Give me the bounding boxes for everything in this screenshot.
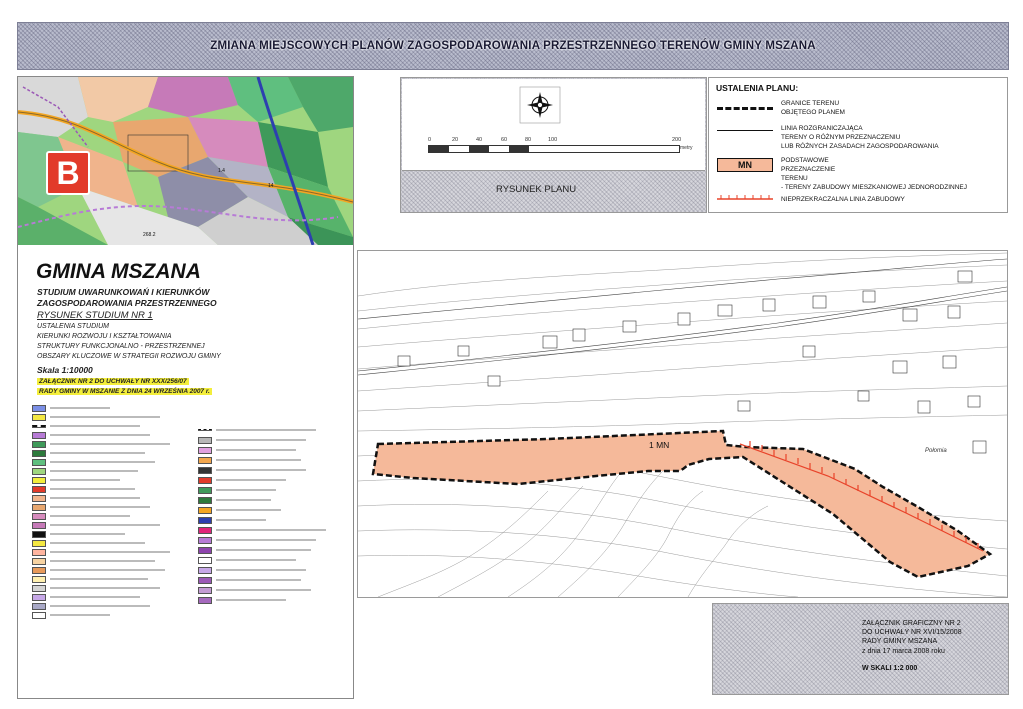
annex-box xyxy=(712,603,1009,695)
scale-tick: 0 xyxy=(428,137,432,143)
mn-swatch xyxy=(717,158,773,172)
drawing-label: RYSUNEK PLANU xyxy=(496,184,577,195)
scale-unit: metry xyxy=(680,145,693,151)
area-label: 1 MN xyxy=(649,440,670,450)
mn-code: MN xyxy=(738,160,752,170)
boundary-line-symbol xyxy=(717,107,773,110)
plan-title: ZMIANA MIEJSCOWYCH PLANÓW ZAGOSPODAROWANIA PRZESTRZENNEGO TERENÓW GMINY MSZANA xyxy=(210,40,816,52)
study-attachment: RADY GMINY W MSZANIE Z DNIA 24 WRZEŚNIA 2007 r. xyxy=(39,388,210,395)
legend-title: USTALENIA PLANU: xyxy=(716,83,799,93)
plan-map-drawing xyxy=(358,251,1007,597)
dividing-line-symbol xyxy=(717,130,773,131)
scale-tick: 80 xyxy=(525,137,532,143)
study-title: GMINA MSZANA xyxy=(36,260,201,283)
building-line-symbol xyxy=(717,194,773,202)
plan-info-box xyxy=(400,77,707,213)
annex-text: z dnia 17 marca 2008 roku xyxy=(862,648,945,655)
section-letter-badge xyxy=(46,151,90,195)
study-legend-left xyxy=(32,405,192,621)
study-map-label: 268.2 xyxy=(143,232,156,238)
legend-mn-text: - TERENY ZABUDOWY MIESZKANIOWEJ JEDNORODZINNEJ xyxy=(781,184,967,191)
study-map-label: 14 xyxy=(268,183,274,189)
study-attachment: ZAŁĄCZNIK NR 2 DO UCHWAŁY NR XXX/256/07 xyxy=(39,378,187,385)
legend-mn-text: TERENU xyxy=(781,175,808,182)
legend-dividing-text: LINIA ROZGRANICZAJĄCA xyxy=(781,125,863,132)
section-letter: B xyxy=(56,154,80,191)
mn-development-area xyxy=(373,431,990,577)
study-description: USTALENIA STUDIUM xyxy=(37,323,109,330)
study-drawing-name: RYSUNEK STUDIUM NR 1 xyxy=(37,310,153,321)
annex-text: ZAŁĄCZNIK GRAFICZNY NR 2 xyxy=(862,620,961,627)
legend-boundary-text: GRANICE TERENU xyxy=(781,100,840,107)
annex-text: DO UCHWAŁY NR XVI/15/2008 xyxy=(862,629,962,636)
scale-tick: 100 xyxy=(548,137,558,143)
north-arrow-icon xyxy=(519,86,561,124)
legend-building-line-text: NIEPRZEKRACZALNA LINIA ZABUDOWY xyxy=(781,196,905,203)
annex-scale: W SKALI 1:2 000 xyxy=(862,665,918,672)
study-subtitle: ZAGOSPODAROWANIA PRZESTRZENNEGO xyxy=(37,298,217,308)
study-scale: Skala 1:10000 xyxy=(37,365,93,375)
study-panel xyxy=(17,76,354,699)
legend-boundary-text: OBJĘTEGO PLANEM xyxy=(781,109,845,116)
scale-tick: 40 xyxy=(476,137,483,143)
place-name: Połomia xyxy=(925,448,947,454)
plan-legend xyxy=(708,77,1008,213)
plan-map xyxy=(357,250,1008,598)
legend-dividing-text: TERENY O RÓŻNYM PRZEZNACZENIU xyxy=(781,134,901,141)
annex-text: RADY GMINY MSZANA xyxy=(862,638,938,645)
legend-dividing-text: LUB RÓŻNYCH ZASADACH ZAGOSPODAROWANIA xyxy=(781,143,939,150)
scale-tick: 20 xyxy=(452,137,459,143)
scale-tick: 200 xyxy=(672,137,682,143)
study-subtitle: STUDIUM UWARUNKOWAŃ I KIERUNKÓW xyxy=(37,287,210,297)
study-description: STRUKTURY FUNKCJONALNO - PRZESTRZENNEJ xyxy=(37,343,205,350)
legend-mn-text: PODSTAWOWE xyxy=(781,157,829,164)
title-banner xyxy=(17,22,1009,70)
study-map-label: 1.4 xyxy=(218,168,225,174)
study-description: OBSZARY KLUCZOWE W STRATEGII ROZWOJU GMINY xyxy=(37,353,221,360)
legend-mn-text: PRZEZNACZENIE xyxy=(781,166,836,173)
study-description: KIERUNKI ROZWOJU I KSZTAŁTOWANIA xyxy=(37,333,172,340)
scale-tick: 60 xyxy=(501,137,508,143)
study-legend-right xyxy=(198,427,348,607)
scale-bar xyxy=(428,145,680,153)
